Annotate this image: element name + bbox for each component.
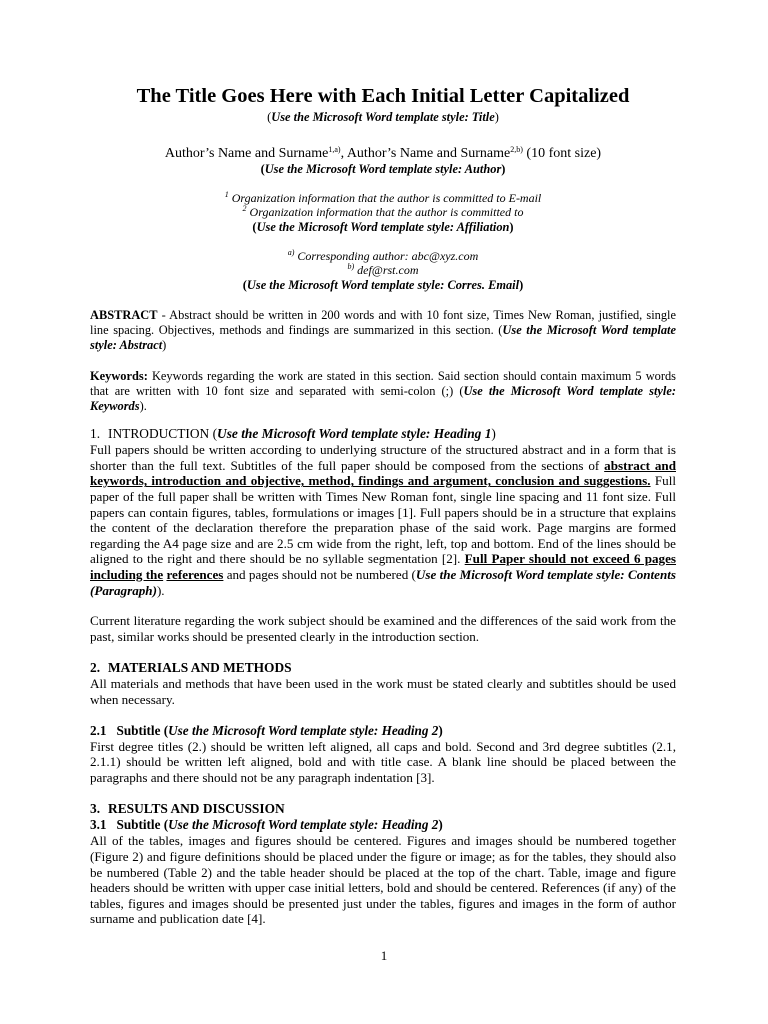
author-2-sup: 2,b): [510, 144, 523, 154]
note-paren: ): [509, 219, 514, 234]
author-sep: ,: [340, 145, 347, 161]
note-text: Use the Microsoft Word template style: Affiliation: [256, 219, 510, 234]
heading-number: 2.1: [90, 722, 107, 738]
affiliation-sup: 2: [242, 204, 247, 214]
heading-number: 1.: [90, 426, 101, 442]
keywords-text: Keywords regarding the work are stated in this section. Said section should contain maximum 5 words that are written with 10 font size and separated with semi-colon (;) (: [90, 368, 676, 398]
keywords-end: ).: [139, 399, 147, 414]
heading-number: 2.: [90, 660, 101, 676]
heading-introduction: [90, 425, 676, 442]
author-size-note: (10 font size): [522, 145, 602, 161]
heading-paren: ): [438, 722, 443, 738]
heading-style-note: Use the Microsoft Word template style: Heading 2: [168, 817, 439, 833]
author-style-note: [90, 162, 676, 177]
affiliation-text: Organization information that the author is committed to E-mail: [228, 190, 542, 205]
heading-number: 3.1: [90, 817, 107, 833]
affiliation-2: [90, 205, 676, 220]
affiliation-1: [90, 191, 676, 206]
affiliation-style-note: [90, 220, 676, 235]
note-text: Use the Microsoft Word template style: Title: [271, 109, 495, 124]
note-paren: ): [494, 109, 499, 124]
corres-text: Corresponding author: abc@xyz.com: [294, 248, 479, 263]
affiliation-sup: 1: [224, 189, 229, 199]
heading-paren: (: [160, 722, 169, 738]
corresponding-author: [90, 249, 676, 264]
heading-paren: ): [438, 817, 443, 833]
corres-sup: a): [287, 247, 295, 257]
keywords-paragraph: [90, 369, 676, 415]
paper-page: [90, 84, 676, 927]
page-number: 1: [380, 948, 388, 963]
title-style-note: [90, 110, 676, 125]
corres-text: def@rst.com: [354, 263, 419, 278]
heading-number: 3.: [90, 801, 101, 817]
heading-subtitle-2-1: [90, 723, 676, 739]
abstract-paragraph: [90, 308, 676, 354]
heading-title: RESULTS AND DISCUSSION: [108, 801, 285, 817]
heading-style-note: Use the Microsoft Word template style: Heading 2: [168, 722, 439, 738]
heading-methods: [90, 659, 676, 676]
paper-title: The Title Goes Here with Each Initial Letter Capitalized: [136, 85, 630, 107]
heading-title: Subtitle: [116, 722, 161, 738]
text-run: Full papers should be written according to underlying structure of the structured abstract and in a form that is shorter than the full text. Subtitles of the full paper should be composed from the sections of: [90, 442, 676, 473]
heading-paren: (: [160, 817, 169, 833]
introduction-paragraph-1: [90, 442, 676, 598]
text-run-emph: abstract and keywords, introduction and objective, method, findings and argument, conclusion and suggestions.: [90, 457, 676, 489]
heading-subtitle-3-1: [90, 817, 676, 833]
heading-style-note: Use the Microsoft Word template style: Heading 1: [217, 426, 492, 442]
note-paren: (: [260, 161, 265, 176]
text-run: ).: [156, 582, 165, 598]
heading-title: INTRODUCTION: [108, 426, 210, 442]
heading-title: MATERIALS AND METHODS: [108, 660, 292, 676]
note-paren: ): [519, 278, 524, 292]
style-note: Use the Microsoft Word template style: Contents (Paragraph): [90, 566, 676, 598]
keywords-style-note: Use the Microsoft Word template style: Keywords: [90, 383, 676, 414]
note-paren: (: [242, 278, 247, 292]
text-run: Full paper of the full paper shall be written with Times New Roman font, single line spacing and 11 font size. Full papers can contain figures, tables, formulations or images [1]. Full papers should be in a structure that explains the content of the declaration therefore the preparation phase of the said work. Page margins are formed regarding the A4 page size and are 2.5 cm wide from the right, left, top and bottom. End of the lines should be aligned to the right and there should be no syllable segmentation [2].: [90, 473, 676, 567]
author-1-sup: 1,a): [328, 144, 341, 154]
corres-style-note: [90, 278, 676, 293]
methods-paragraph-1: All materials and methods that have been used in the work must be stated clearly and subtitles should be used when necessary.: [90, 676, 676, 707]
heading-paren: (: [209, 426, 218, 442]
note-paren: ): [501, 161, 506, 176]
text-run: and pages should not be numbered (: [223, 566, 416, 582]
second-email: [90, 263, 676, 278]
text-run-emph: Full Paper should not exceed 6 pages including the: [90, 551, 677, 582]
abstract-text: - Abstract should be written in 200 words and with 10 font size, Times New Roman, justified, single line spacing. Objectives, methods and findings are summarized in this section. (: [90, 308, 676, 338]
heading-paren: ): [491, 426, 496, 442]
note-paren: (: [252, 219, 257, 234]
note-paren: (: [267, 109, 272, 124]
abstract-end: ): [162, 338, 167, 353]
corres-sup: b): [347, 262, 355, 272]
affiliation-text: Organization information that the author is committed to: [246, 205, 524, 220]
note-text: Use the Microsoft Word template style: Corres. Email: [246, 278, 520, 292]
author-2: Author’s Name and Surname: [346, 145, 511, 161]
abstract-style-note: Use the Microsoft Word template style: Abstract: [90, 323, 676, 353]
keywords-label: Keywords:: [90, 368, 148, 383]
results-paragraph-1: All of the tables, images and figures should be centered. Figures and images should be numbered together (Figure 2) and figure definitions should be placed under the figure or image; as for the tables, they should also be numbered (Table 2) and the table header should be placed at the top of the chart. Table, image and figure headers should be written with upper case initial letters, bold and should be centered. References (if any) of the tables, figures and images should be presented just under the tables, figures and images in the form of author surname and publication date [4].: [90, 833, 676, 927]
author-line: [90, 145, 676, 162]
introduction-paragraph-2: Current literature regarding the work subject should be examined and the differences of the said work from the past, similar works should be presented clearly in the introduction section.: [90, 613, 676, 644]
methods-paragraph-2: First degree titles (2.) should be written left aligned, all caps and bold. Second and 3rd degree subtitles (2.1, 2.1.1) should be written left aligned, bold and with title case. A blank line should be placed between the paragraphs and there should not be any paragraph indentation [3].: [90, 738, 676, 785]
abstract-label: ABSTRACT: [90, 308, 158, 322]
heading-title: Subtitle: [116, 817, 161, 833]
heading-results: [90, 800, 676, 817]
note-text: Use the Microsoft Word template style: Author: [264, 161, 502, 176]
text-run-emph: references: [166, 566, 224, 582]
author-1: Author’s Name and Surname: [164, 145, 329, 161]
